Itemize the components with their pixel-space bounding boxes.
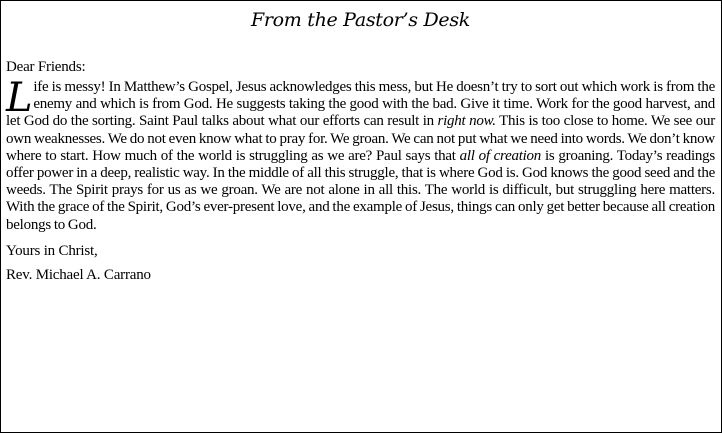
body-text-3: is groaning. Today’s readings offer power in a deep, realistic way. In the middle of all this struggle, that is where God is. God knows the good seed and the weeds. The Spirit prays for us as we groan. We are not alone in all this. The world is difficult, but struggling here matters. With the grace of the Spirit, God’s ever-present love, and the example of Jesus, things can only get better because all creation belongs to God. (6, 147, 715, 233)
letter-body (6, 75, 715, 234)
signature-name: Rev. Michael A. Carrano (6, 266, 151, 283)
drop-cap: L (6, 75, 33, 121)
body-text-2: This is too close to home. We see our own weaknesses. We do not even know what to pray for. We groan. We can not put what we need into words. We don’t know where to start. How much of the world is struggling as we are? Paul says that (6, 113, 715, 164)
body-emphasis-right-now: right now. (437, 113, 496, 130)
body-text-1: ife is messy! In Matthew’s Gospel, Jesus acknowledges this mess, but He doesn’t try to sort out which work is from the enemy and which is from God. He suggests taking the good with the bad. Give it time. Work for the good harvest, and let God do the sorting. Saint Paul talks about what our efforts can result in (6, 79, 715, 130)
letter-title: From the Pastor’s Desk (250, 9, 471, 31)
closing: Yours in Christ, (6, 242, 98, 259)
salutation: Dear Friends: (6, 59, 86, 75)
body-emphasis-all-of-creation: all of creation (459, 147, 542, 164)
